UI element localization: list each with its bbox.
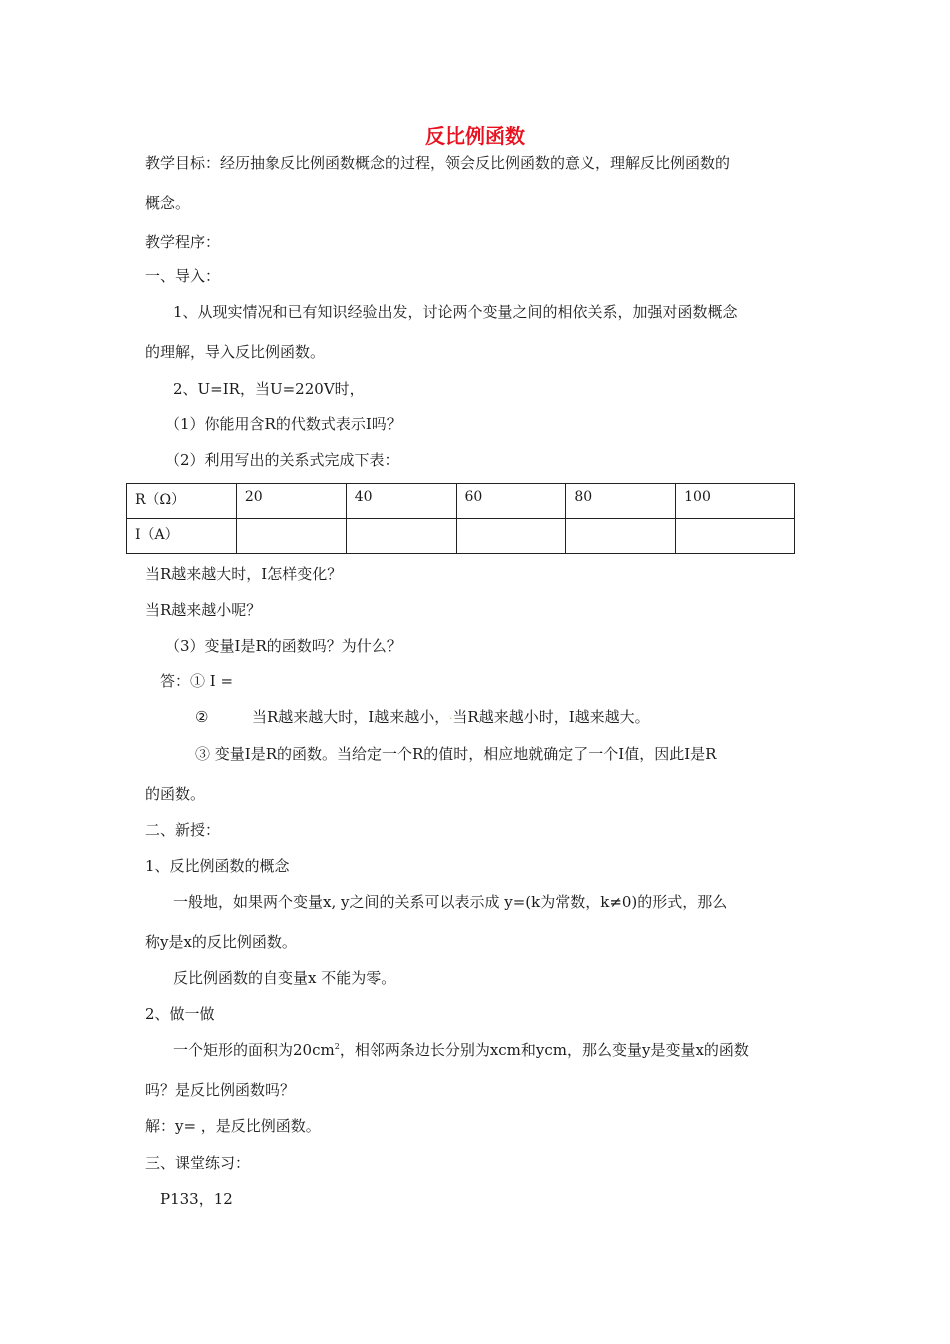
objective-line-2: 概念。: [145, 194, 191, 212]
section-2-heading: 二、新授：: [145, 821, 221, 839]
definition-line-2: 称y是x的反比例函数。: [145, 933, 297, 951]
objective-line-1: 教学目标：经历抽象反比例函数概念的过程，领会反比例函数的意义，理解反比例函数的: [145, 154, 731, 172]
table-cell: R（Ω）: [127, 484, 237, 519]
section-3-heading: 三、课堂练习：: [145, 1154, 251, 1172]
dot-mark: .: [449, 711, 453, 722]
table-cell: 40: [346, 484, 456, 519]
after-table-line-1: 当R越来越大时，I怎样变化？: [145, 565, 343, 583]
definition-line-1: 一般地，如果两个变量x, y之间的关系可以表示成 y=(k为常数，k≠0)的形式，那么: [173, 893, 728, 911]
example-line-1-a: 一个矩形的面积为20cm: [173, 1041, 335, 1059]
question-3: （3）变量I是R的函数吗？为什么？: [165, 637, 402, 655]
section-1-heading: 一、导入：: [145, 267, 221, 285]
page-title: 反比例函数: [425, 124, 525, 148]
example-line-1: [173, 1040, 749, 1060]
table-cell: [456, 519, 566, 554]
exercise-heading: 2、做一做: [145, 1005, 215, 1023]
intro-item-2: 2、U=IR，当U=220V时，: [173, 380, 365, 398]
table-row: [127, 519, 795, 554]
table-cell: [236, 519, 346, 554]
question-1: （1）你能用含R的代数式表示I吗？: [165, 415, 402, 433]
question-2: （2）利用写出的关系式完成下表：: [165, 451, 400, 469]
table-row: [127, 484, 795, 519]
concept-heading: 1、反比例函数的概念: [145, 857, 290, 875]
intro-item-1-line-1: 1、从现实情况和已有知识经验出发，讨论两个变量之间的相依关系，加强对函数概念: [173, 303, 738, 321]
after-table-line-2: 当R越来越小呢？: [145, 601, 262, 619]
definition-note: 反比例函数的自变量x 不能为零。: [173, 969, 397, 987]
superscript: 2: [334, 1042, 340, 1051]
table-cell: 80: [566, 484, 676, 519]
answer-3-line-2: 的函数。: [145, 785, 206, 803]
resistance-current-table: [126, 483, 795, 554]
table-cell: [346, 519, 456, 554]
exercise-reference: P133，12: [160, 1190, 233, 1208]
answer-3-line-1: ③ 变量I是R的函数。当给定一个R的值时，相应地就确定了一个I值，因此I是R: [195, 745, 717, 763]
table-cell: 60: [456, 484, 566, 519]
intro-item-1-line-2: 的理解，导入反比例函数。: [145, 343, 326, 361]
table-cell: [566, 519, 676, 554]
table-cell: [676, 519, 795, 554]
answer-2-part-b: 当R越来越小时，I越来越大。: [452, 708, 650, 726]
answer-2-number: ②: [195, 708, 209, 726]
example-line-2: 吗？是反比例函数吗？: [145, 1081, 296, 1099]
table-cell: 100: [676, 484, 795, 519]
table-cell: I（A）: [127, 519, 237, 554]
table-cell: 20: [236, 484, 346, 519]
solution: 解：y= ，是反比例函数。: [145, 1117, 321, 1135]
answer-2: [252, 707, 650, 727]
answer-1: 答：① I =: [160, 672, 234, 690]
procedure-heading: 教学程序：: [145, 233, 221, 251]
answer-2-part-a: 当R越来越大时，I越来越小，: [252, 708, 450, 726]
example-line-1-b: ，相邻两条边长分别为xcm和ycm，那么变量y是变量x的函数: [339, 1041, 749, 1059]
